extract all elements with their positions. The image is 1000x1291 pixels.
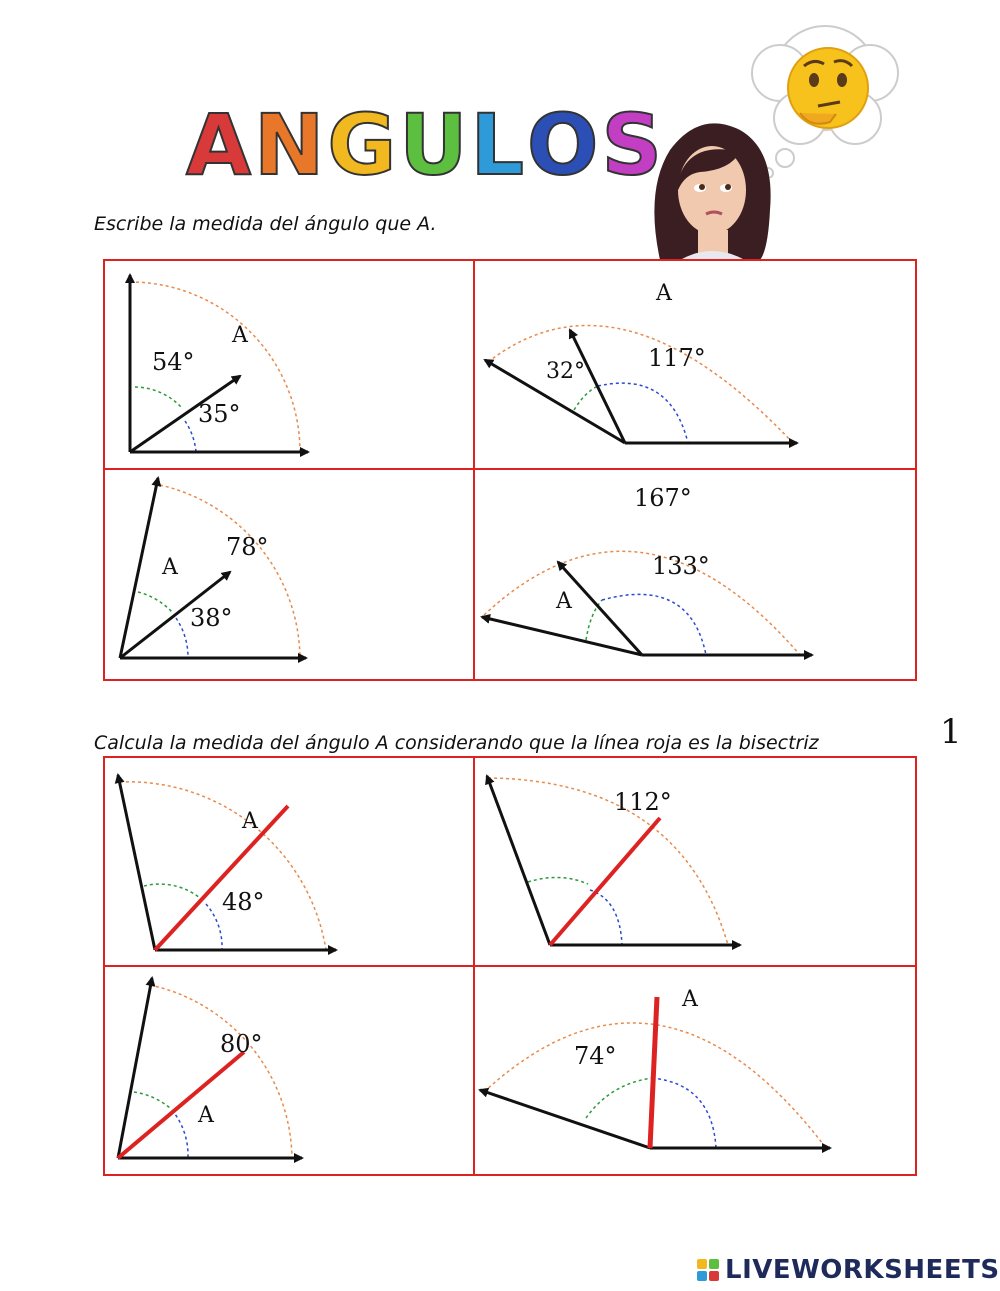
angle-label: A: [656, 281, 672, 306]
angle-figure-3: [120, 478, 306, 658]
angle-label: A: [682, 987, 698, 1012]
instruction-2: Calcula la medida del ángulo A considerando que la línea roja es la bisectriz: [94, 732, 819, 754]
angle-label: A: [242, 809, 258, 834]
angle-label: 32°: [546, 359, 585, 384]
title-letter: S: [601, 96, 663, 194]
title-letter: U: [399, 96, 469, 194]
title-letter: O: [527, 96, 600, 194]
angle-label: 74°: [574, 1042, 617, 1070]
angle-figure-2: [485, 281, 797, 443]
instruction-1: Escribe la medida del ángulo que A.: [94, 213, 437, 235]
angle-figure-1: [130, 275, 308, 452]
angle-label: 54°: [152, 348, 195, 376]
angle-label: A: [232, 323, 248, 348]
angle-label: 35°: [198, 400, 241, 428]
angle-label: 78°: [226, 533, 269, 561]
angle-label: 117°: [648, 344, 706, 372]
grid-divider: [103, 965, 917, 967]
page-number: 1: [940, 712, 962, 752]
angle-label: 38°: [190, 604, 233, 632]
angle-label: A: [198, 1103, 214, 1128]
angle-label: 167°: [634, 484, 692, 512]
angle-label: A: [556, 589, 572, 614]
title-letter: G: [327, 96, 398, 194]
angle-figure-4: [482, 484, 812, 655]
liveworksheets-logo: [697, 1255, 1000, 1285]
angle-label: 112°: [614, 788, 672, 816]
angle-label: A: [162, 555, 178, 580]
angle-label: 133°: [652, 552, 710, 580]
logo-mark-icon: [697, 1259, 719, 1281]
title-letter: A: [186, 96, 253, 194]
angle-label: 48°: [222, 888, 265, 916]
title-letter: L: [470, 96, 526, 194]
title-letter: N: [254, 96, 326, 194]
brand-name: LIVEWORKSHEETS: [725, 1255, 1000, 1285]
angle-label: 80°: [220, 1030, 263, 1058]
